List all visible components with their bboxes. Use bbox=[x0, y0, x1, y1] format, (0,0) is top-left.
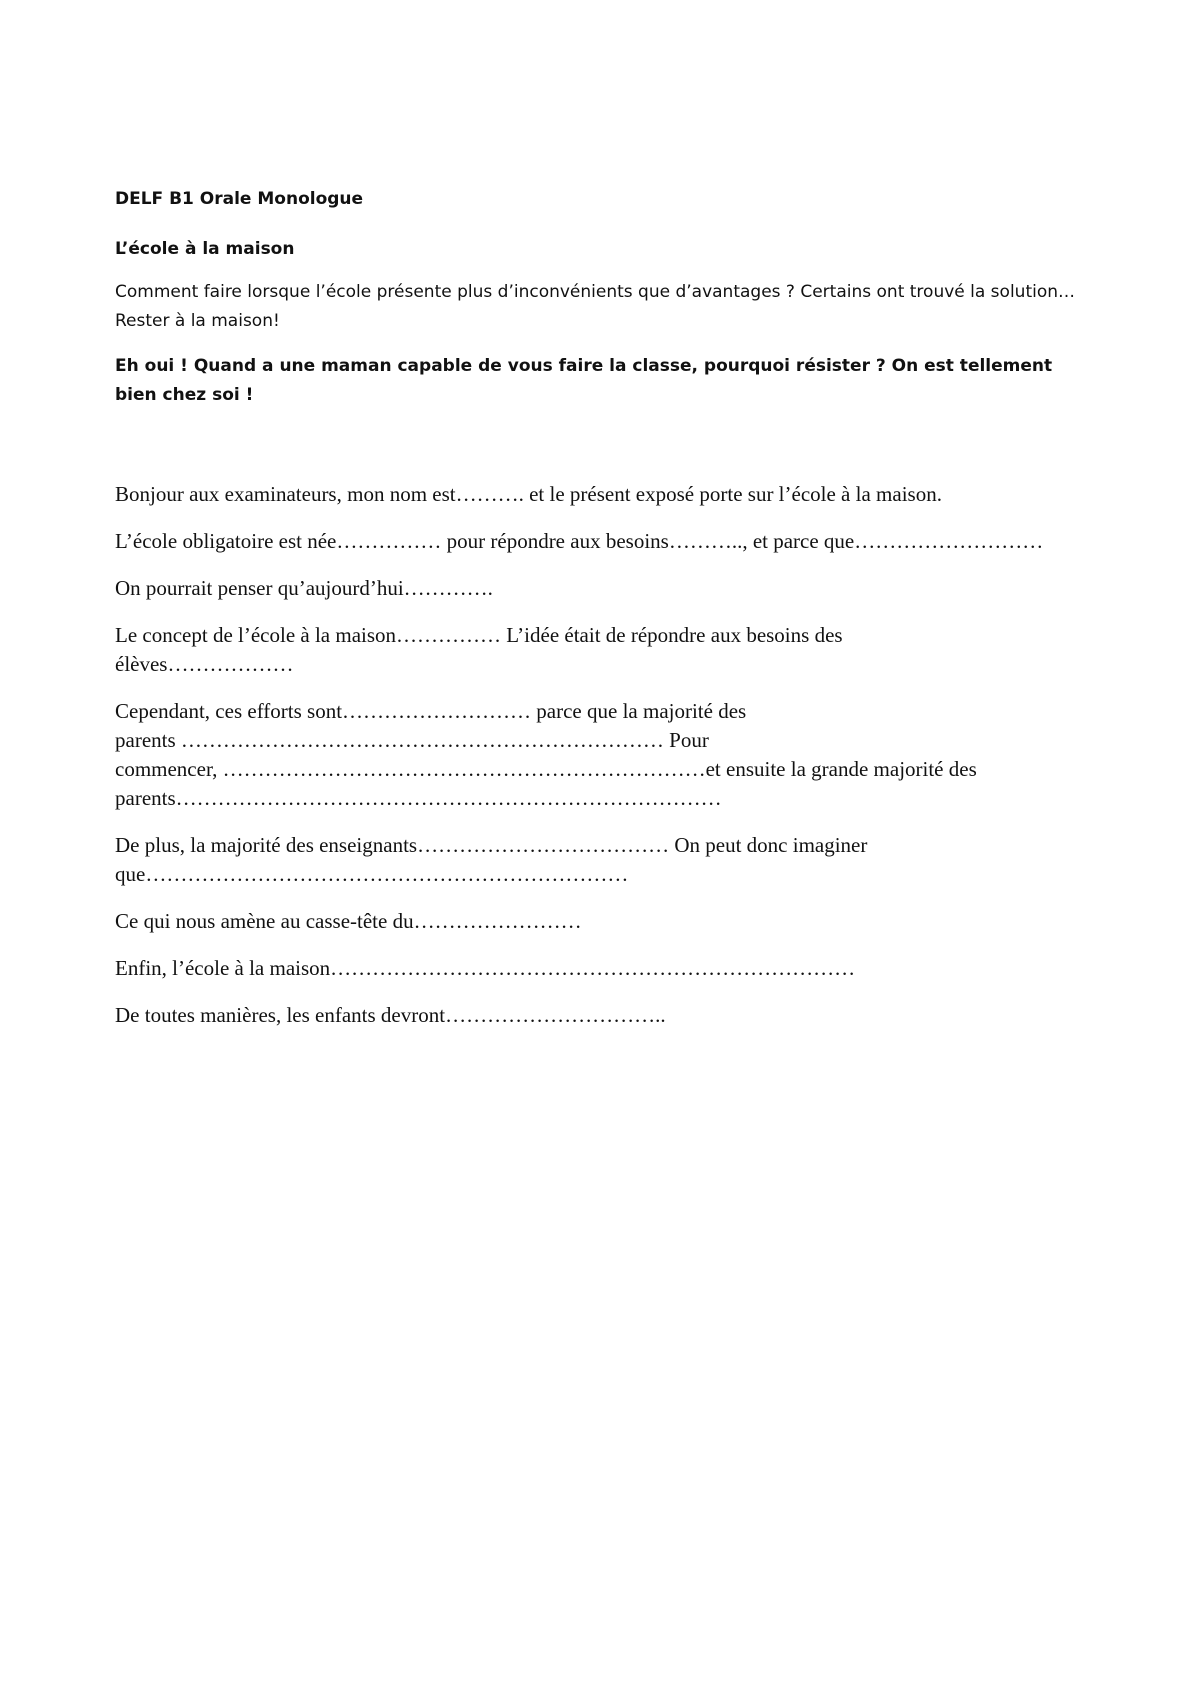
sentence-concept bbox=[115, 621, 1095, 679]
sentence-conclusion: De toutes manières, les enfants devront………………………….. bbox=[115, 1003, 666, 1027]
sentence-efforts-line-2: parents …………………………………………………………… Pour bbox=[115, 728, 709, 752]
sentence-efforts-line-1: Cependant, ces efforts sont……………………… parce que la majorité des bbox=[115, 699, 747, 723]
sentence-concept-line-2: élèves……………… bbox=[115, 652, 294, 676]
document-header bbox=[115, 188, 1095, 426]
sentence-puzzle: Ce qui nous amène au casse-tête du…………………… bbox=[115, 909, 582, 933]
sentence-efforts-line-3: commencer, ……………………………………………………………et ensuite la grande majorité des bbox=[115, 757, 977, 781]
sentence-efforts-line-4: parents…………………………………………………………………… bbox=[115, 786, 722, 810]
sentence-concept-line-1: Le concept de l’école à la maison…………… L’idée était de répondre aux besoins des bbox=[115, 623, 843, 647]
sentence-today: On pourrait penser qu’aujourd’hui…………. bbox=[115, 576, 493, 600]
sentence-compulsory-school: L’école obligatoire est née…………… pour répondre aux besoins……….., et parce que……………………… bbox=[115, 529, 1044, 553]
sentence-finally: Enfin, l’école à la maison………………………………………………………………… bbox=[115, 956, 856, 980]
document-subtitle: L’école à la maison bbox=[115, 239, 295, 259]
intro-paragraph-1: Comment faire lorsque l’école présente plus d’inconvénients que d’avantages ? Certains ont trouvé la solution… Rester à la maison! bbox=[115, 282, 1076, 331]
intro-paragraph-2: Eh oui ! Quand a une maman capable de vous faire la classe, pourquoi résister ? On est tellement bien chez soi ! bbox=[115, 356, 1053, 405]
sentence-teachers-line-1: De plus, la majorité des enseignants……………………………… On peut donc imaginer bbox=[115, 833, 868, 857]
sentence-teachers-line-2: que…………………………………………………………… bbox=[115, 862, 629, 886]
monologue-template bbox=[115, 480, 1095, 1048]
sentence-greeting: Bonjour aux examinateurs, mon nom est………. et le présent exposé porte sur l’école à la maison. bbox=[115, 482, 942, 506]
sentence-efforts bbox=[115, 697, 1095, 813]
sentence-teachers bbox=[115, 831, 1095, 889]
document-title: DELF B1 Orale Monologue bbox=[115, 189, 364, 209]
